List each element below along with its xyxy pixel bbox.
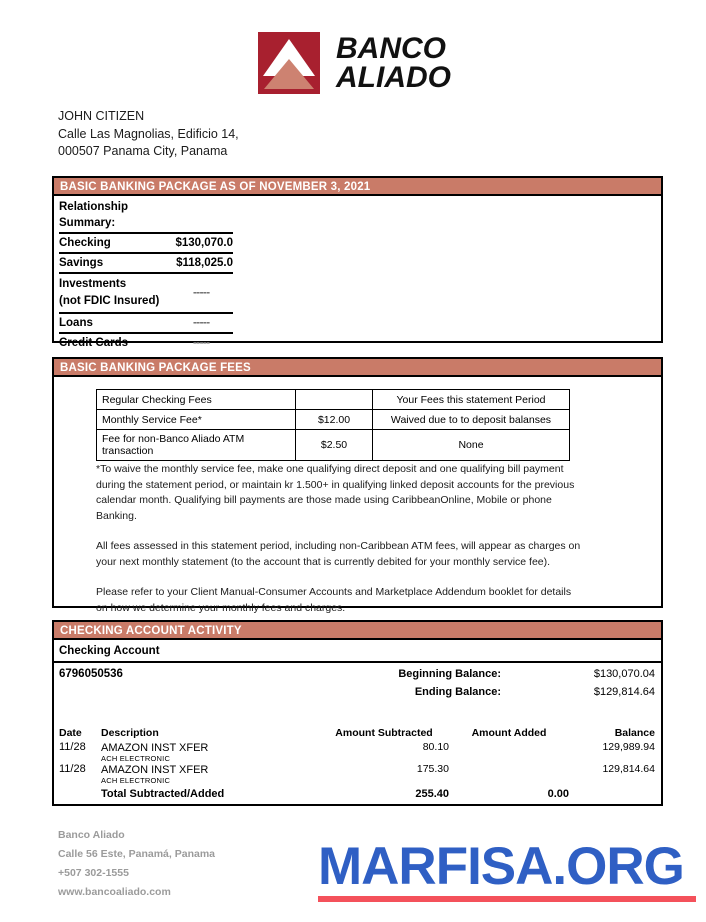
table-row	[59, 253, 233, 273]
page-footer	[58, 826, 215, 902]
relationship-summary-title-line-2: Summary:	[59, 217, 116, 229]
summary-row-value: $118,025.0	[170, 253, 233, 273]
fees-disclaimer-notes	[96, 462, 582, 631]
fees-header-period: Your Fees this statement Period	[373, 390, 570, 410]
fee-row-status: None	[373, 430, 570, 461]
transaction-description-main: AMAZON INST XFER	[101, 764, 209, 776]
account-number: 6796050536	[59, 668, 123, 680]
beginning-balance-value: $130,070.04	[593, 668, 655, 680]
fee-row-status: Waived due to to deposit balanses	[373, 410, 570, 430]
transaction-amount-added	[449, 763, 569, 785]
bank-logo	[258, 32, 451, 94]
table-row	[59, 233, 233, 253]
customer-address-line-1: Calle Las Magnolias, Edificio 14,	[58, 126, 239, 141]
column-header-added: Amount Added	[471, 727, 547, 739]
fees-note: All fees assessed in this statement period, including non-Caribbean ATM fees, will appear as charges on your next monthly statement (to the account that is currently debited for your monthly service fee).	[96, 540, 581, 568]
table-row	[97, 390, 570, 410]
footer-phone: +507 302-1555	[58, 867, 129, 879]
summary-section-header: BASIC BANKING PACKAGE AS OF NOVEMBER 3, 2021	[54, 178, 661, 196]
column-header-description: Description	[101, 727, 159, 739]
fees-note: Please refer to your Client Manual-Consumer Accounts and Marketplace Addendum booklet for details on how we determine your monthly fees and charges.	[96, 586, 572, 614]
table-row	[54, 741, 661, 763]
customer-address-block	[58, 108, 239, 161]
transaction-description-sub: ACH ELECTRONIC	[101, 754, 171, 763]
summary-row-label-line-2: (not FDIC Insured)	[59, 295, 160, 307]
transaction-balance: 129,989.94	[602, 741, 655, 753]
table-header-row	[54, 727, 661, 741]
watermark-underline-bar	[318, 896, 696, 902]
fees-table	[96, 389, 570, 461]
logo-line-2: ALIADO	[336, 61, 451, 94]
relationship-summary-table	[59, 232, 233, 352]
table-row	[54, 763, 661, 785]
transaction-description	[101, 763, 319, 785]
ending-balance-value: $129,814.64	[593, 686, 655, 698]
logo-line-1: BANCO	[336, 31, 446, 65]
transaction-description-main: AMAZON INST XFER	[101, 742, 209, 754]
activity-section-header: CHECKING ACCOUNT ACTIVITY	[54, 622, 661, 640]
table-row	[97, 430, 570, 461]
column-header-balance: Balance	[614, 727, 655, 739]
fee-row-amount: $12.00	[296, 410, 373, 430]
transaction-date: 11/28	[59, 763, 86, 775]
transactions-table	[54, 727, 661, 800]
total-balance-spacer	[569, 785, 661, 800]
transaction-description-sub: ACH ELECTRONIC	[101, 776, 171, 785]
relationship-summary-title-line-1: Relationship	[59, 201, 129, 213]
transaction-date: 11/28	[59, 741, 86, 753]
ending-balance-label: Ending Balance:	[414, 686, 501, 698]
watermark	[318, 837, 696, 902]
relationship-summary-title	[54, 196, 661, 231]
activity-section	[52, 620, 663, 806]
column-header-date: Date	[59, 727, 82, 739]
summary-row-label: Checking	[59, 233, 170, 253]
transactions-total-row	[54, 785, 661, 800]
total-label: Total Subtracted/Added	[101, 788, 225, 800]
logo-wordmark	[336, 31, 451, 94]
logo-mark-icon	[258, 32, 320, 94]
footer-bank-name: Banco Aliado	[58, 829, 125, 841]
summary-row-value: -----	[170, 313, 233, 333]
footer-address: Calle 56 Este, Panamá, Panama	[58, 848, 216, 860]
transaction-amount-added	[449, 741, 569, 763]
account-balance-summary	[54, 663, 661, 709]
fee-row-description: Monthly Service Fee*	[97, 410, 296, 430]
customer-name: JOHN CITIZEN	[58, 109, 145, 123]
summary-row-label	[59, 273, 170, 313]
total-subtracted: 255.40	[415, 788, 449, 800]
fees-header-amount	[296, 390, 373, 410]
fees-header-description: Regular Checking Fees	[97, 390, 296, 410]
table-row	[59, 333, 233, 352]
total-spacer	[54, 785, 101, 800]
transaction-description	[101, 741, 319, 763]
summary-row-label: Loans	[59, 313, 170, 333]
checking-account-title: Checking Account	[54, 640, 661, 663]
transaction-amount-subtracted: 175.30	[416, 763, 449, 775]
transaction-amount-subtracted: 80.10	[422, 741, 449, 753]
logo-inner-triangle-shape	[264, 59, 314, 89]
summary-row-label: Credit Cards	[59, 333, 170, 352]
fee-row-amount: $2.50	[296, 430, 373, 461]
table-row	[59, 273, 233, 313]
column-header-subtracted: Amount Subtracted	[335, 727, 433, 739]
total-added: 0.00	[547, 788, 569, 800]
transaction-balance: 129,814.64	[602, 763, 655, 775]
fees-section	[52, 357, 663, 614]
summary-row-value: -----	[170, 273, 233, 313]
footer-website: www.bancoaliado.com	[58, 886, 171, 898]
fees-note: *To waive the monthly service fee, make one qualifying direct deposit and one qualifying bill payment during the statement period, or maintain kr 1.500+ in qualifying linked deposit accounts for the previous calendar month. Qualifying bill payments are those made using CaribbeanOnline, Mobile or phone Banking.	[96, 463, 575, 522]
customer-address-line-2: 000507 Panama City, Panama	[58, 144, 228, 158]
summary-row-value: -----	[170, 333, 233, 352]
beginning-balance-label: Beginning Balance:	[398, 668, 501, 680]
summary-section	[52, 176, 663, 349]
summary-row-label: Savings	[59, 253, 170, 273]
fee-row-description: Fee for non-Banco Aliado ATM transaction	[97, 430, 296, 461]
table-row	[59, 313, 233, 333]
watermark-text: MARFISA.ORG	[318, 837, 684, 896]
fees-section-header: BASIC BANKING PACKAGE FEES	[54, 359, 661, 377]
summary-row-value: $130,070.0	[170, 233, 233, 253]
table-row	[97, 410, 570, 430]
summary-row-label-line-1: Investments	[59, 278, 127, 290]
